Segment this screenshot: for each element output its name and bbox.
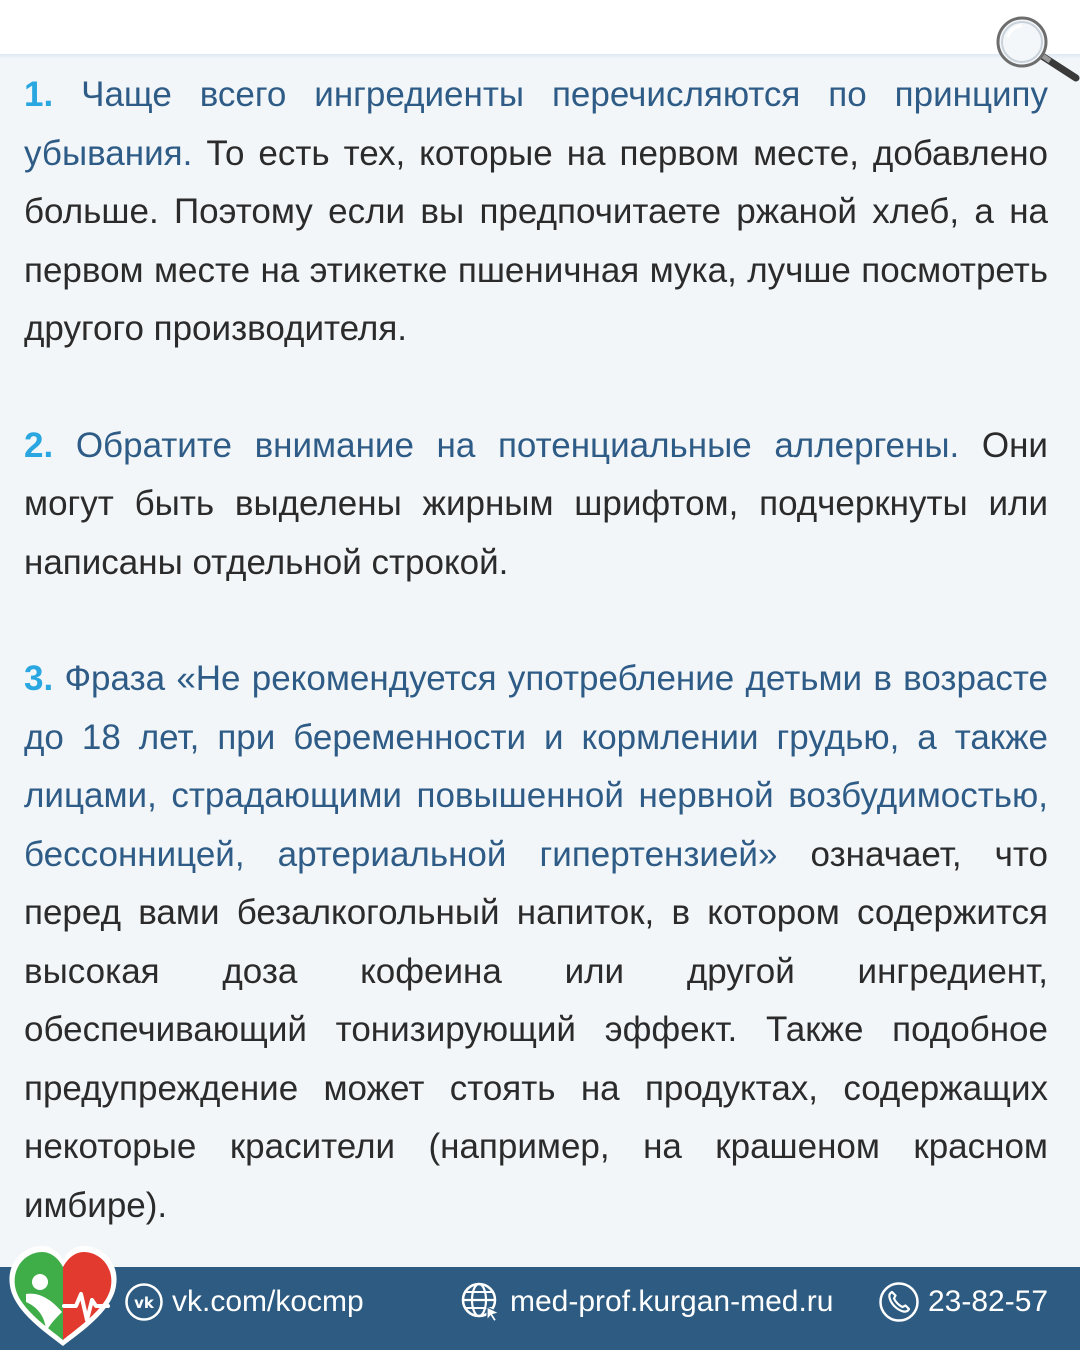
vk-icon bbox=[124, 1282, 164, 1322]
article-body bbox=[24, 66, 1048, 1235]
paragraph-highlight: Обратите внимание на потенциальные аллергены. bbox=[75, 425, 960, 465]
paragraph-2 bbox=[24, 417, 1048, 593]
footer-phone[interactable] bbox=[878, 1267, 1048, 1337]
footer-bar bbox=[0, 1267, 1080, 1350]
footer-vk[interactable] bbox=[124, 1267, 364, 1337]
paragraph-text: Они могут быть выделены жирным шрифтом, подчеркнуты или написаны отдельной строкой. bbox=[24, 425, 1048, 582]
heart-person-logo bbox=[4, 1242, 122, 1350]
footer-site[interactable] bbox=[460, 1267, 833, 1337]
top-band bbox=[0, 0, 1080, 56]
paragraph-1 bbox=[24, 66, 1048, 359]
paragraph-highlight: Чаще всего ингредиенты перечисляются по принципу убывания. bbox=[24, 75, 1048, 173]
svg-text:vk: vk bbox=[134, 1294, 154, 1312]
paragraph-text: означает, что перед вами безалкогольный напиток, в котором содержится высокая доза кофеина или другой ингредиент, обеспечивающий тонизирующий эффект. Также подобное предупреждение может стоять на продуктах, содержащих некоторые красители (например, на крашеном красном имбире). bbox=[24, 834, 1048, 1225]
globe-cursor-icon bbox=[460, 1281, 502, 1323]
vk-link[interactable]: vk.com/kocmp bbox=[172, 1285, 364, 1318]
site-link[interactable]: med-prof.kurgan-med.ru bbox=[510, 1285, 834, 1318]
paragraph-number: 1. bbox=[24, 75, 54, 114]
paragraph-number: 3. bbox=[24, 659, 54, 698]
phone-number[interactable]: 23-82-57 bbox=[928, 1285, 1049, 1318]
paragraph-text: То есть тех, которые на первом месте, добавлено больше. Поэтому если вы предпочитаете ржаной хлеб, а на первом месте на этикетке пшеничная мука, лучше посмотреть другого производителя. bbox=[24, 133, 1048, 348]
paragraph-highlight: Фраза «Не рекомендуется употребление детьми в возрасте до 18 лет, при беременности и кормлении грудью, а также лицами, страдающими повышенной нервной возбудимостью, бессонницей, артериальной гипертензией» bbox=[24, 659, 1048, 874]
paragraph-number: 2. bbox=[24, 425, 54, 465]
phone-icon bbox=[878, 1281, 920, 1323]
paragraph-3 bbox=[24, 650, 1048, 1235]
